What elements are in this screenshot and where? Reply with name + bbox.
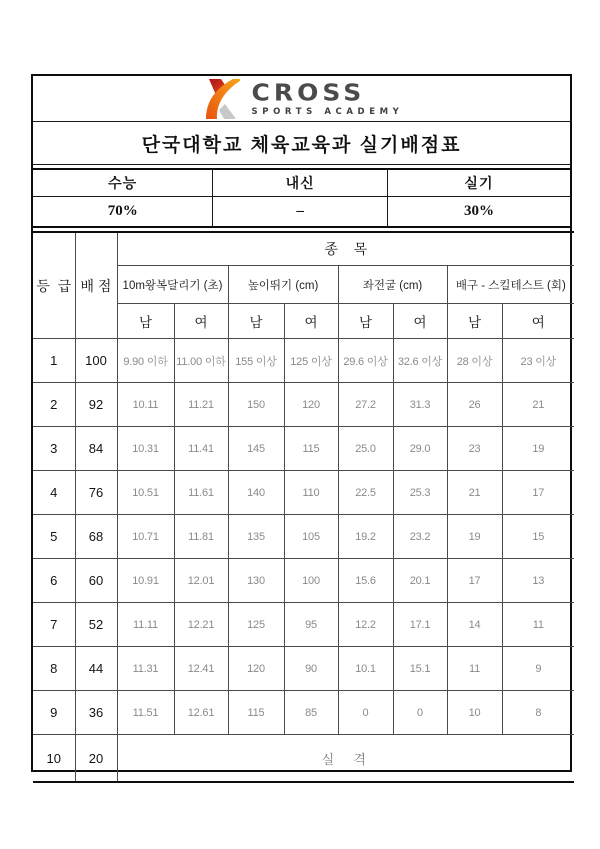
grade-cell: 4 bbox=[33, 471, 75, 515]
value-cell: 15 bbox=[502, 515, 574, 559]
points-cell: 20 bbox=[75, 735, 117, 783]
points-cell: 84 bbox=[75, 427, 117, 471]
event-group-shuttle-run: 10m왕복달리기 (초) bbox=[117, 266, 228, 304]
document-frame bbox=[31, 74, 572, 772]
ratio-value-suneung: 70% bbox=[33, 197, 213, 228]
ratio-header-suneung: 수능 bbox=[33, 169, 213, 197]
value-cell: 95 bbox=[284, 603, 338, 647]
value-cell: 10.91 bbox=[117, 559, 174, 603]
value-cell: 29.6 이상 bbox=[338, 339, 393, 383]
value-cell: 29.0 bbox=[393, 427, 447, 471]
grade-cell: 8 bbox=[33, 647, 75, 691]
event-group-volleyball-skill: 배구 - 스킬테스트 (회) bbox=[447, 266, 574, 304]
value-cell: 26 bbox=[447, 383, 502, 427]
score-table bbox=[33, 231, 574, 783]
table-row bbox=[33, 471, 574, 515]
value-cell: 25.0 bbox=[338, 427, 393, 471]
points-cell: 60 bbox=[75, 559, 117, 603]
grade-cell: 1 bbox=[33, 339, 75, 383]
ratio-value-silgi: 30% bbox=[387, 197, 570, 228]
value-cell: 145 bbox=[228, 427, 284, 471]
fail-cell: 실 격 bbox=[117, 735, 574, 783]
logo bbox=[33, 76, 570, 122]
value-cell: 140 bbox=[228, 471, 284, 515]
value-cell: 17 bbox=[447, 559, 502, 603]
gender-header-male: 남 bbox=[117, 304, 174, 339]
value-cell: 21 bbox=[447, 471, 502, 515]
value-cell: 12.21 bbox=[174, 603, 228, 647]
value-cell: 135 bbox=[228, 515, 284, 559]
gender-header-male: 남 bbox=[228, 304, 284, 339]
ratio-header-silgi: 실기 bbox=[387, 169, 570, 197]
value-cell: 11.31 bbox=[117, 647, 174, 691]
value-cell: 28 이상 bbox=[447, 339, 502, 383]
points-header: 배 점 bbox=[75, 232, 117, 339]
value-cell: 12.61 bbox=[174, 691, 228, 735]
value-cell: 19.2 bbox=[338, 515, 393, 559]
value-cell: 11.81 bbox=[174, 515, 228, 559]
event-group-high-jump: 높이뛰기 (cm) bbox=[228, 266, 338, 304]
table-row bbox=[33, 647, 574, 691]
ratio-header-naesin: 내신 bbox=[213, 169, 388, 197]
value-cell: 19 bbox=[447, 515, 502, 559]
value-cell: 130 bbox=[228, 559, 284, 603]
value-cell: 15.1 bbox=[393, 647, 447, 691]
gender-header-male: 남 bbox=[338, 304, 393, 339]
value-cell: 22.5 bbox=[338, 471, 393, 515]
value-cell: 120 bbox=[228, 647, 284, 691]
gender-header-male: 남 bbox=[447, 304, 502, 339]
value-cell: 11.11 bbox=[117, 603, 174, 647]
gender-header-female: 여 bbox=[174, 304, 228, 339]
gender-header-female: 여 bbox=[284, 304, 338, 339]
gender-header-female: 여 bbox=[393, 304, 447, 339]
value-cell: 23 bbox=[447, 427, 502, 471]
points-cell: 36 bbox=[75, 691, 117, 735]
table-row bbox=[33, 603, 574, 647]
grade-cell: 9 bbox=[33, 691, 75, 735]
value-cell: 11.00 이하 bbox=[174, 339, 228, 383]
table-row bbox=[33, 383, 574, 427]
value-cell: 17.1 bbox=[393, 603, 447, 647]
ratio-table bbox=[33, 168, 570, 228]
cross-x-icon bbox=[200, 79, 244, 119]
value-cell: 120 bbox=[284, 383, 338, 427]
value-cell: 10 bbox=[447, 691, 502, 735]
table-row bbox=[33, 515, 574, 559]
value-cell: 21 bbox=[502, 383, 574, 427]
table-row-fail bbox=[33, 735, 574, 783]
value-cell: 14 bbox=[447, 603, 502, 647]
table-row bbox=[33, 339, 574, 383]
value-cell: 9 bbox=[502, 647, 574, 691]
value-cell: 9.90 이하 bbox=[117, 339, 174, 383]
value-cell: 8 bbox=[502, 691, 574, 735]
table-row bbox=[33, 427, 574, 471]
value-cell: 11.51 bbox=[117, 691, 174, 735]
value-cell: 20.1 bbox=[393, 559, 447, 603]
value-cell: 11.41 bbox=[174, 427, 228, 471]
value-cell: 115 bbox=[284, 427, 338, 471]
points-cell: 68 bbox=[75, 515, 117, 559]
value-cell: 32.6 이상 bbox=[393, 339, 447, 383]
value-cell: 85 bbox=[284, 691, 338, 735]
value-cell: 110 bbox=[284, 471, 338, 515]
value-cell: 10.1 bbox=[338, 647, 393, 691]
value-cell: 13 bbox=[502, 559, 574, 603]
points-cell: 52 bbox=[75, 603, 117, 647]
value-cell: 19 bbox=[502, 427, 574, 471]
points-cell: 76 bbox=[75, 471, 117, 515]
brand-text: CROSS bbox=[251, 78, 366, 106]
value-cell: 23 이상 bbox=[502, 339, 574, 383]
value-cell: 10.71 bbox=[117, 515, 174, 559]
ratio-value-naesin: – bbox=[213, 197, 388, 228]
value-cell: 12.2 bbox=[338, 603, 393, 647]
grade-header: 등 급 bbox=[33, 232, 75, 339]
grade-cell: 3 bbox=[33, 427, 75, 471]
grade-cell: 2 bbox=[33, 383, 75, 427]
event-group-sit-and-reach: 좌전굴 (cm) bbox=[338, 266, 447, 304]
value-cell: 0 bbox=[393, 691, 447, 735]
value-cell: 125 bbox=[228, 603, 284, 647]
value-cell: 27.2 bbox=[338, 383, 393, 427]
brand-subtitle: SPORTS ACADEMY bbox=[251, 106, 404, 117]
page-title: 단국대학교 체육교육과 실기배점표 bbox=[141, 134, 462, 156]
value-cell: 25.3 bbox=[393, 471, 447, 515]
value-cell: 11.61 bbox=[174, 471, 228, 515]
value-cell: 10.11 bbox=[117, 383, 174, 427]
points-cell: 100 bbox=[75, 339, 117, 383]
value-cell: 23.2 bbox=[393, 515, 447, 559]
value-cell: 11 bbox=[447, 647, 502, 691]
table-row bbox=[33, 691, 574, 735]
value-cell: 12.41 bbox=[174, 647, 228, 691]
value-cell: 0 bbox=[338, 691, 393, 735]
table-row bbox=[33, 559, 574, 603]
grade-cell: 7 bbox=[33, 603, 75, 647]
brand-block bbox=[251, 78, 404, 117]
value-cell: 31.3 bbox=[393, 383, 447, 427]
value-cell: 11.21 bbox=[174, 383, 228, 427]
value-cell: 90 bbox=[284, 647, 338, 691]
value-cell: 10.31 bbox=[117, 427, 174, 471]
value-cell: 17 bbox=[502, 471, 574, 515]
gender-header-female: 여 bbox=[502, 304, 574, 339]
grade-cell: 5 bbox=[33, 515, 75, 559]
title-section bbox=[33, 122, 570, 165]
value-cell: 10.51 bbox=[117, 471, 174, 515]
grade-cell: 6 bbox=[33, 559, 75, 603]
value-cell: 155 이상 bbox=[228, 339, 284, 383]
value-cell: 105 bbox=[284, 515, 338, 559]
value-cell: 15.6 bbox=[338, 559, 393, 603]
value-cell: 150 bbox=[228, 383, 284, 427]
points-cell: 92 bbox=[75, 383, 117, 427]
grade-cell: 10 bbox=[33, 735, 75, 783]
value-cell: 100 bbox=[284, 559, 338, 603]
value-cell: 11 bbox=[502, 603, 574, 647]
value-cell: 12.01 bbox=[174, 559, 228, 603]
value-cell: 125 이상 bbox=[284, 339, 338, 383]
value-cell: 115 bbox=[228, 691, 284, 735]
events-header: 종 목 bbox=[117, 232, 574, 266]
points-cell: 44 bbox=[75, 647, 117, 691]
